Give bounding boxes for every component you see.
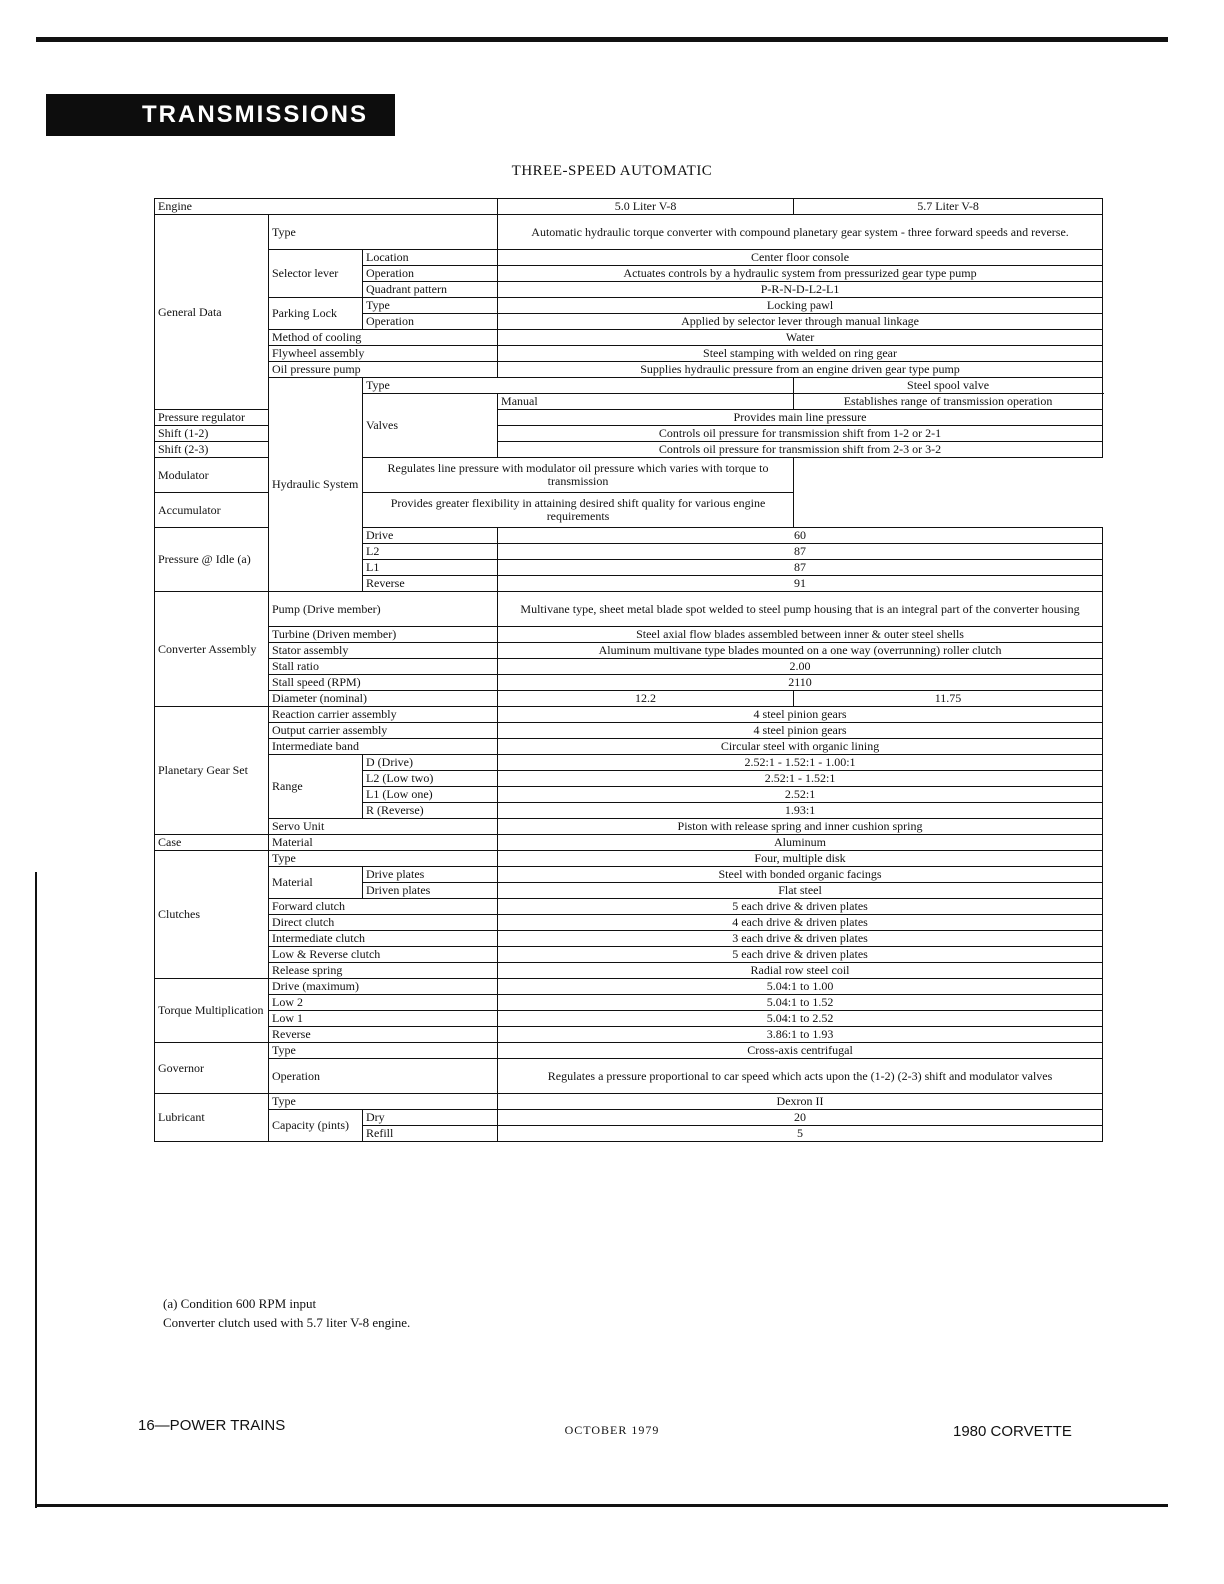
row-label: Drive (maximum) <box>269 979 498 995</box>
row-value: Circular steel with organic lining <box>498 739 1103 755</box>
table-row <box>155 592 1103 627</box>
table-row <box>155 915 1103 931</box>
row-sublabel: Pressure @ Idle (a) <box>155 528 269 592</box>
row-label: Diameter (nominal) <box>269 691 498 707</box>
table-row <box>155 755 1103 771</box>
row-value: Piston with release spring and inner cushion spring <box>498 819 1103 835</box>
row-value: Steel stamping with welded on ring gear <box>498 346 1103 362</box>
table-row <box>155 250 1103 266</box>
table-row <box>155 493 1103 528</box>
row-label: Oil pressure pump <box>269 362 498 378</box>
group-converter-assembly: Converter Assembly <box>155 592 269 707</box>
spec-table <box>154 198 1103 1142</box>
row-label: Flywheel assembly <box>269 346 498 362</box>
row-value: 20 <box>498 1110 1103 1126</box>
row-label: Reverse <box>269 1027 498 1043</box>
row-value: Steel with bonded organic facings <box>498 867 1103 883</box>
row-value: 2.00 <box>498 659 1103 675</box>
row-label: Drive plates <box>363 867 498 883</box>
table-row <box>155 378 1103 394</box>
row-value: 87 <box>498 544 1103 560</box>
row-value: Regulates line pressure with modulator oil pressure which varies with torque to transmission <box>363 458 794 493</box>
footnotes <box>163 1294 410 1332</box>
section-banner: TRANSMISSIONS <box>46 94 395 136</box>
table-row <box>155 691 1103 707</box>
row-value: Aluminum multivane type blades mounted on a one way (overrunning) roller clutch <box>498 643 1103 659</box>
row-label: L1 <box>363 560 498 576</box>
row-label: Stall speed (RPM) <box>269 675 498 691</box>
row-value: P-R-N-D-L2-L1 <box>498 282 1103 298</box>
row-label: Location <box>363 250 498 266</box>
row-label: Dry <box>363 1110 498 1126</box>
row-label: D (Drive) <box>363 755 498 771</box>
table-row <box>155 1110 1103 1126</box>
table-row <box>155 995 1103 1011</box>
row-value: Regulates a pressure proportional to car speed which acts upon the (1-2) (2-3) shift and modulator valves <box>498 1059 1103 1094</box>
row-sublabel: Selector lever <box>269 250 363 298</box>
table-row <box>155 979 1103 995</box>
table-row <box>155 627 1103 643</box>
row-value: 60 <box>498 528 1103 544</box>
row-value: Actuates controls by a hydraulic system from pressurized gear type pump <box>498 266 1103 282</box>
row-value: 11.75 <box>794 691 1103 707</box>
table-row <box>155 867 1103 883</box>
table-row <box>155 835 1103 851</box>
footnote-b: Converter clutch used with 5.7 liter V-8 engine. <box>163 1315 411 1330</box>
row-label: Type <box>269 1043 498 1059</box>
row-value: Automatic hydraulic torque converter with compound planetary gear system - three forward speeds and reverse. <box>498 215 1103 250</box>
top-rule <box>36 37 1168 42</box>
group-governor: Governor <box>155 1043 269 1094</box>
table-row <box>155 1027 1103 1043</box>
row-value: 3 each drive & driven plates <box>498 931 1103 947</box>
table-row <box>155 899 1103 915</box>
row-label: Low 1 <box>269 1011 498 1027</box>
row-label: L2 <box>363 544 498 560</box>
row-label: R (Reverse) <box>363 803 498 819</box>
row-label: Stator assembly <box>269 643 498 659</box>
row-value: 12.2 <box>498 691 794 707</box>
engine-a: 5.0 Liter V-8 <box>498 199 794 215</box>
row-value: Flat steel <box>498 883 1103 899</box>
table-row <box>155 723 1103 739</box>
engine-label: Engine <box>155 199 498 215</box>
table-row <box>155 1011 1103 1027</box>
row-label: Type <box>269 1094 498 1110</box>
row-value: 5.04:1 to 1.00 <box>498 979 1103 995</box>
row-label: Output carrier assembly <box>269 723 498 739</box>
row-label: Pressure regulator <box>155 410 269 426</box>
row-value: Locking pawl <box>498 298 1103 314</box>
row-sublabel: Range <box>269 755 363 819</box>
footer-section: 16—POWER TRAINS <box>138 1417 286 1434</box>
row-label: L1 (Low one) <box>363 787 498 803</box>
table-row <box>155 1043 1103 1059</box>
row-label: Refill <box>363 1126 498 1142</box>
table-row <box>155 851 1103 867</box>
row-label: Shift (2-3) <box>155 442 269 458</box>
row-value: 2.52:1 - 1.52:1 - 1.00:1 <box>498 755 1103 771</box>
row-value: 3.86:1 to 1.93 <box>498 1027 1103 1043</box>
row-value: 4 steel pinion gears <box>498 723 1103 739</box>
row-value: 5 each drive & driven plates <box>498 899 1103 915</box>
table-row <box>155 675 1103 691</box>
row-value: 2.52:1 - 1.52:1 <box>498 771 1103 787</box>
table-row <box>155 739 1103 755</box>
row-value: 5 each drive & driven plates <box>498 947 1103 963</box>
row-label: Reaction carrier assembly <box>269 707 498 723</box>
engine-b: 5.7 Liter V-8 <box>794 199 1103 215</box>
row-label: Type <box>363 298 498 314</box>
row-label: Operation <box>363 314 498 330</box>
row-label: Stall ratio <box>269 659 498 675</box>
row-value: Aluminum <box>498 835 1103 851</box>
group-lubricant: Lubricant <box>155 1094 269 1142</box>
footer-model: 1980 CORVETTE <box>953 1423 1072 1440</box>
row-label: Manual <box>498 394 794 410</box>
table-row <box>155 707 1103 723</box>
row-label: Turbine (Driven member) <box>269 627 498 643</box>
row-label: Drive <box>363 528 498 544</box>
row-label: Type <box>269 215 498 250</box>
row-label: Shift (1-2) <box>155 426 269 442</box>
left-margin-rule <box>35 872 37 1508</box>
table-row <box>155 330 1103 346</box>
row-value: Controls oil pressure for transmission shift from 2-3 or 3-2 <box>498 442 1103 458</box>
row-value: 2110 <box>498 675 1103 691</box>
row-label: Quadrant pattern <box>363 282 498 298</box>
row-value: 5 <box>498 1126 1103 1142</box>
row-label: Reverse <box>363 576 498 592</box>
row-value: Provides greater flexibility in attaining desired shift quality for various engine requirements <box>363 493 794 528</box>
row-sublabel: Material <box>269 867 363 899</box>
table-row <box>155 643 1103 659</box>
row-value: 5.04:1 to 2.52 <box>498 1011 1103 1027</box>
table-row <box>155 963 1103 979</box>
table-row <box>155 199 1103 215</box>
row-value: Radial row steel coil <box>498 963 1103 979</box>
row-value: 91 <box>498 576 1103 592</box>
group-torque-multiplication: Torque Multiplication <box>155 979 269 1043</box>
row-label: Accumulator <box>155 493 363 528</box>
table-row <box>155 298 1103 314</box>
footer-date: OCTOBER 1979 <box>564 1423 660 1437</box>
row-label: Intermediate clutch <box>269 931 498 947</box>
row-label: Method of cooling <box>269 330 498 346</box>
row-label: Modulator <box>155 458 363 493</box>
table-row <box>155 362 1103 378</box>
row-label: Type <box>363 378 794 394</box>
row-label: L2 (Low two) <box>363 771 498 787</box>
row-label: Low 2 <box>269 995 498 1011</box>
row-value: Provides main line pressure <box>498 410 1103 426</box>
row-label: Servo Unit <box>269 819 498 835</box>
row-value: Controls oil pressure for transmission shift from 1-2 or 2-1 <box>498 426 1103 442</box>
row-value: 5.04:1 to 1.52 <box>498 995 1103 1011</box>
row-value: Dexron II <box>498 1094 1103 1110</box>
group-clutches: Clutches <box>155 851 269 979</box>
row-value: Cross-axis centrifugal <box>498 1043 1103 1059</box>
footnote-a: (a) Condition 600 RPM input <box>163 1296 317 1311</box>
row-label: Type <box>269 851 498 867</box>
row-value: 1.93:1 <box>498 803 1103 819</box>
row-value: 87 <box>498 560 1103 576</box>
row-label: Operation <box>363 266 498 282</box>
row-label: Low & Reverse clutch <box>269 947 498 963</box>
row-label: Material <box>269 835 498 851</box>
row-value: 4 each drive & driven plates <box>498 915 1103 931</box>
row-value: Steel axial flow blades assembled between inner & outer steel shells <box>498 627 1103 643</box>
row-value: Applied by selector lever through manual linkage <box>498 314 1103 330</box>
row-label: Direct clutch <box>269 915 498 931</box>
row-value: Center floor console <box>498 250 1103 266</box>
group-general-data: General Data <box>155 215 269 410</box>
row-label: Operation <box>269 1059 498 1094</box>
row-label: Intermediate band <box>269 739 498 755</box>
row-value: Steel spool valve <box>794 378 1103 394</box>
row-value: 4 steel pinion gears <box>498 707 1103 723</box>
row-value: Establishes range of transmission operation <box>794 394 1103 410</box>
row-value: Supplies hydraulic pressure from an engine driven gear type pump <box>498 362 1103 378</box>
row-label: Driven plates <box>363 883 498 899</box>
row-label: Forward clutch <box>269 899 498 915</box>
table-row <box>155 215 1103 250</box>
page-title: THREE-SPEED AUTOMATIC <box>511 163 713 179</box>
table-row <box>155 659 1103 675</box>
row-value: 2.52:1 <box>498 787 1103 803</box>
table-row <box>155 1094 1103 1110</box>
row-label: Release spring <box>269 963 498 979</box>
row-sublabel: Parking Lock <box>269 298 363 330</box>
table-row <box>155 819 1103 835</box>
table-row <box>155 947 1103 963</box>
row-value: Water <box>498 330 1103 346</box>
group-case: Case <box>155 835 269 851</box>
table-row <box>155 346 1103 362</box>
row-sublabel: Valves <box>363 394 498 458</box>
table-row <box>155 931 1103 947</box>
row-value: Multivane type, sheet metal blade spot welded to steel pump housing that is an integral part of the converter housing <box>498 592 1103 627</box>
row-label: Pump (Drive member) <box>269 592 498 627</box>
table-row <box>155 1059 1103 1094</box>
group-hydraulic-system: Hydraulic System <box>269 378 363 592</box>
bottom-rule <box>36 1504 1168 1507</box>
group-planetary-gear-set: Planetary Gear Set <box>155 707 269 835</box>
row-value: Four, multiple disk <box>498 851 1103 867</box>
row-sublabel: Capacity (pints) <box>269 1110 363 1142</box>
